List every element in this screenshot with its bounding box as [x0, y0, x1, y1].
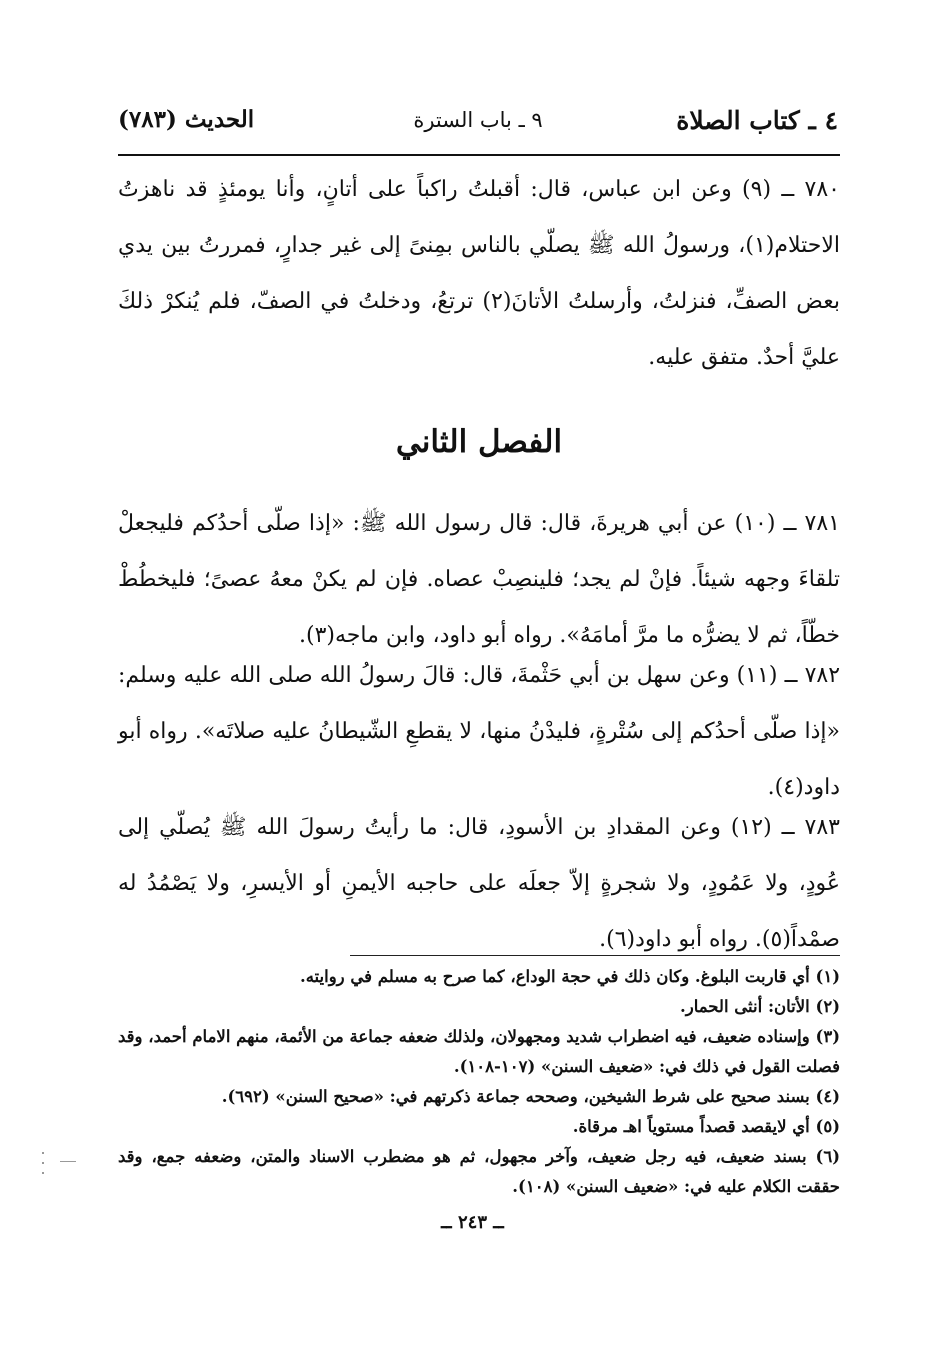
footnote-5: (٥) أي لايقصد قصداً مستوياً اهـ مرقاة. [572, 1117, 840, 1136]
footnote-1: (١) أي قاربت البلوغ. وكان ذلك في حجة الوداع، كما صرح به مسلم في روايته. [299, 967, 840, 986]
hadith-782-text: ٧٨٢ ــ (١١) وعن سهل بن أبي حَثْمةَ، قال: قالَ رسولُ الله صلى الله عليه وسلم: «إذا صلّى أحدُكم إلى سُتْرةٍ، فليدْنُ منها، لا يقطعِ الشّيطانُ عليه صلاتَه». رواه أبو داود(٤). [118, 663, 841, 800]
hadith-783-text: ٧٨٣ ــ (١٢) وعن المقدادِ بن الأسودِ، قال: ما رأيتُ رسولَ الله ﷺ يُصلّي إلى عُودٍ، ولا عَمُودٍ، ولا شجرةٍ إلاّ جعلَه على حاجبه الأيمنِ أو الأيسرِ، ولا يَصْمُدُ له صمْداً(٥). رواه أبو داود(٦). [118, 815, 840, 952]
hadith-781 [118, 496, 840, 664]
margin-dots [42, 1152, 46, 1182]
footnote-2: (٢) الأتان: أنثى الحمار. [680, 997, 840, 1016]
footnote-3: (٣) وإسناده ضعيف، فيه اضطراب شديد ومجهولان، ولذلك ضعفه جماعة من الأئمة، منهم الامام أحمد، وقد فصلت القول في ذلك في: «ضعيف السنن» (١٠٧-١٠٨). [118, 1027, 840, 1076]
hadith-range: الحديث (٧٨٣) [118, 106, 255, 133]
chapter-title: ٩ ـ باب السترة [413, 108, 543, 132]
book-title: ٤ ـ كتاب الصلاة [676, 106, 838, 135]
footnote-separator [350, 955, 840, 956]
footnote-4: (٤) بسند صحيح على شرط الشيخين، وصححه جماعة ذكرتهم في: «صحيح السنن» (٦٩٢). [221, 1087, 840, 1106]
section-title: الفصل الثاني [395, 424, 563, 460]
hadith-783 [118, 800, 840, 968]
footnote-6: (٦) بسند ضعيف، فيه رجل ضعيف، وآخر مجهول، ثم هو مضطرب الاسناد والمتن، وضعفه جمع، وقد حققت الكلام عليه في: «ضعيف السنن» (١٠٨). [118, 1147, 840, 1196]
header-rule [118, 154, 840, 156]
page-number: ــ ٢٤٣ ــ [441, 1212, 504, 1233]
hadith-782 [118, 648, 840, 816]
margin-mark [60, 1161, 76, 1162]
hadith-780 [118, 162, 840, 386]
running-header [118, 92, 838, 152]
hadith-780-text: ٧٨٠ ــ (٩) وعن ابن عباس، قال: أقبلتُ راكباً على أتانٍ، وأنا يومئذٍ قد ناهزتُ الاحتلام(١)، ورسولُ الله ﷺ يصلّي بالناس بمِنىً إلى غير جدارٍ، فمررتُ بين يدي بعض الصفِّ، فنزلتُ، وأرسلتُ الأتانَ(٢) ترتعُ، ودخلتُ في الصفّ، فلم يُنكرْ ذلكَ عليَّ أحدٌ. متفق عليه. [118, 177, 840, 370]
footnotes [118, 962, 840, 1202]
hadith-781-text: ٧٨١ ــ (١٠) عن أبي هريرةَ، قال: قال رسول الله ﷺ: «إذا صلّى أحدُكم فليجعلْ تلقاءَ وجهه شيئاً. فإنْ لم يجد؛ فلينصِبْ عصاه. فإن لم يكنْ معهُ عصىً؛ فليخطُطْ خطّاً، ثم لا يضرُّه ما مرَّ أمامَهُ». رواه أبو داود، وابن ماجه(٣). [118, 511, 840, 648]
